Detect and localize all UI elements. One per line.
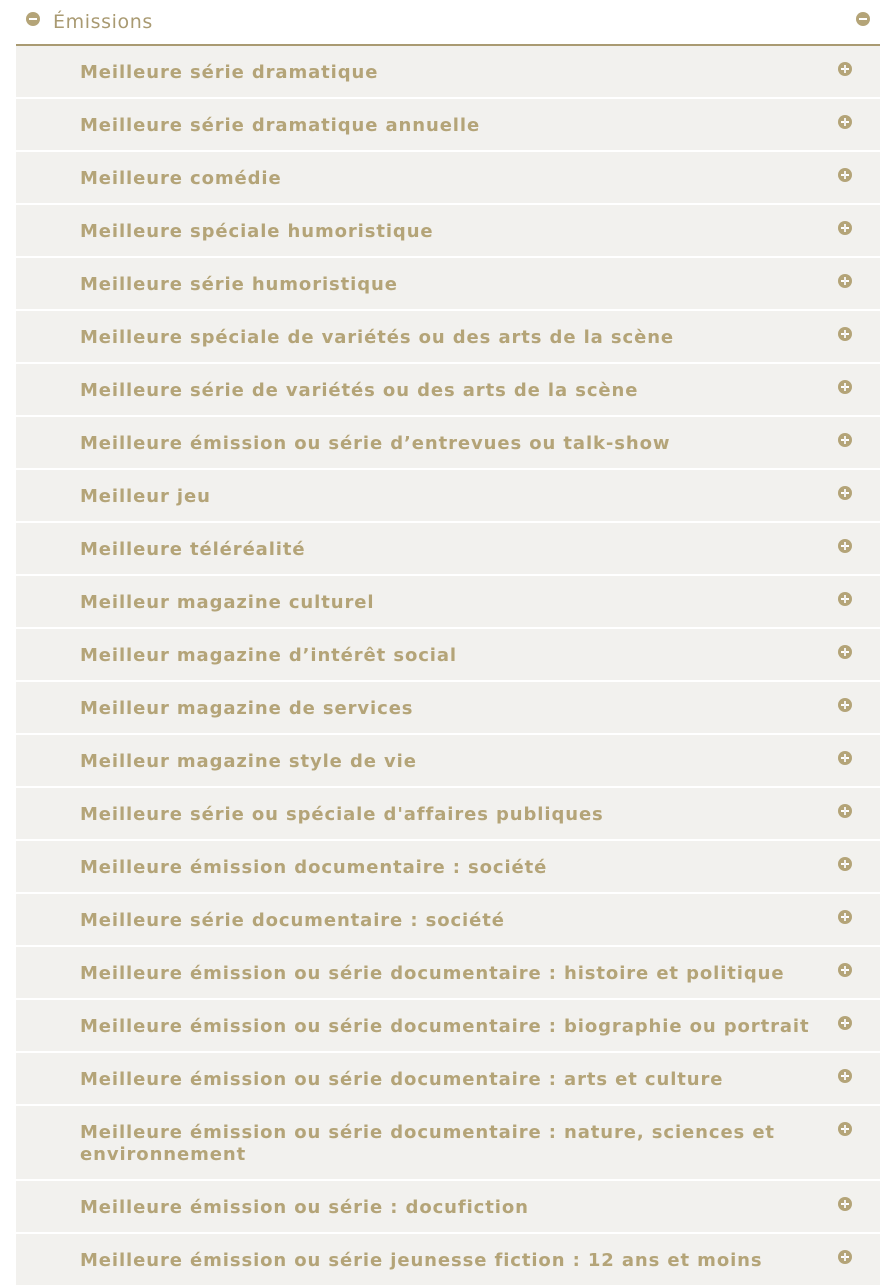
plus-circle-icon[interactable] [838,62,852,76]
category-label: Meilleure émission ou série jeunesse fiction : 12 ans et moins [80,1250,763,1271]
list-item[interactable] [16,629,880,682]
list-item[interactable] [16,788,880,841]
plus-circle-icon[interactable] [838,804,852,818]
list-item[interactable] [16,152,880,205]
list-item[interactable] [16,523,880,576]
plus-circle-icon[interactable] [838,380,852,394]
category-label: Meilleure téléréalité [80,539,306,560]
accordion-emissions [16,0,880,1287]
category-label: Meilleure émission ou série documentaire : arts et culture [80,1069,724,1090]
list-item[interactable] [16,735,880,788]
list-item[interactable] [16,682,880,735]
plus-circle-icon[interactable] [838,327,852,341]
plus-circle-icon[interactable] [838,1197,852,1211]
list-item[interactable] [16,417,880,470]
plus-circle-icon[interactable] [838,1016,852,1030]
list-item[interactable] [16,364,880,417]
category-label: Meilleure émission ou série documentaire : histoire et politique [80,963,785,984]
category-label: Meilleure série de variétés ou des arts de la scène [80,380,639,401]
plus-circle-icon[interactable] [838,168,852,182]
plus-circle-icon[interactable] [838,1122,852,1136]
list-item[interactable] [16,99,880,152]
list-item[interactable] [16,947,880,1000]
plus-circle-icon[interactable] [838,857,852,871]
category-label: Meilleur magazine de services [80,698,414,719]
collapse-minus-circle-icon[interactable] [856,12,870,26]
category-label: Meilleure émission ou série d’entrevues ou talk-show [80,433,671,454]
list-item[interactable] [16,311,880,364]
plus-circle-icon[interactable] [838,274,852,288]
category-label: Meilleur magazine d’intérêt social [80,645,457,666]
list-item[interactable] [16,1106,880,1181]
list-item[interactable] [16,1000,880,1053]
list-item[interactable] [16,894,880,947]
category-label: Meilleure émission ou série : docufiction [80,1197,529,1218]
category-label: Meilleur magazine culturel [80,592,375,613]
list-item[interactable] [16,46,880,99]
plus-circle-icon[interactable] [838,115,852,129]
category-label: Meilleure émission ou série documentaire : biographie ou portrait [80,1016,810,1037]
list-item[interactable] [16,841,880,894]
minus-circle-icon[interactable] [26,12,40,26]
accordion-title: Émissions [53,11,153,33]
list-item[interactable] [16,1234,880,1287]
category-label: Meilleure comédie [80,168,282,189]
list-item[interactable] [16,258,880,311]
plus-circle-icon[interactable] [838,592,852,606]
list-item[interactable] [16,205,880,258]
category-label: Meilleure spéciale de variétés ou des arts de la scène [80,327,675,348]
list-item[interactable] [16,576,880,629]
category-label: Meilleure série dramatique [80,62,379,83]
plus-circle-icon[interactable] [838,1250,852,1264]
accordion-header[interactable] [16,0,880,46]
plus-circle-icon[interactable] [838,963,852,977]
category-label: Meilleure série humoristique [80,274,398,295]
plus-circle-icon[interactable] [838,910,852,924]
plus-circle-icon[interactable] [838,751,852,765]
category-label: Meilleure spéciale humoristique [80,221,434,242]
list-item[interactable] [16,1053,880,1106]
category-label: Meilleure série dramatique annuelle [80,115,481,136]
category-label: Meilleure émission documentaire : société [80,857,548,878]
category-label: Meilleure série ou spéciale d'affaires publiques [80,804,604,825]
plus-circle-icon[interactable] [838,486,852,500]
list-item[interactable] [16,1181,880,1234]
plus-circle-icon[interactable] [838,698,852,712]
plus-circle-icon[interactable] [838,539,852,553]
category-label: Meilleur magazine style de vie [80,751,417,772]
plus-circle-icon[interactable] [838,221,852,235]
category-label: Meilleure émission ou série documentaire : nature, sciences et environnement [80,1122,775,1165]
plus-circle-icon[interactable] [838,433,852,447]
plus-circle-icon[interactable] [838,1069,852,1083]
plus-circle-icon[interactable] [838,645,852,659]
category-label: Meilleur jeu [80,486,211,507]
list-item[interactable] [16,470,880,523]
category-label: Meilleure série documentaire : société [80,910,505,931]
category-list [16,46,880,1287]
